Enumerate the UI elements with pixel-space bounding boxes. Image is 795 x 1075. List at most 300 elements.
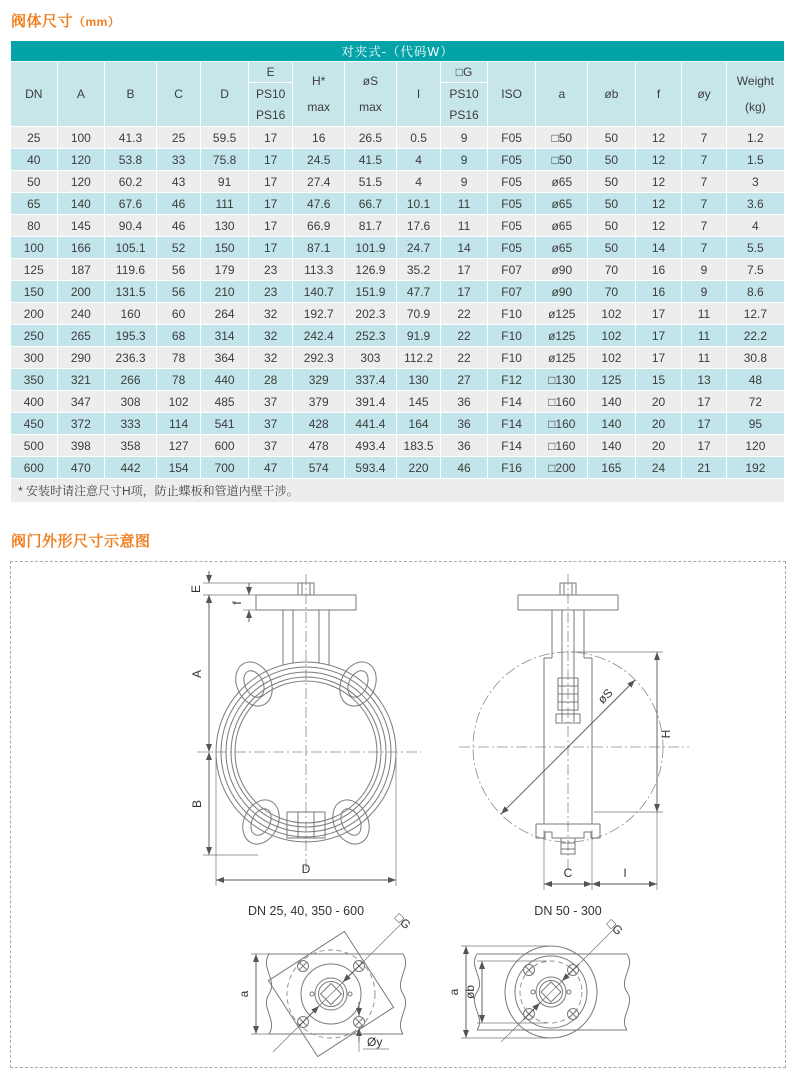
dim-label-d: D <box>301 862 311 876</box>
table-cell: 220 <box>396 457 440 479</box>
table-row <box>11 369 785 391</box>
col-header-weight-unit: (kg) <box>745 100 766 114</box>
table-cell: F07 <box>487 281 536 303</box>
table-cell: 53.8 <box>105 149 157 171</box>
table-cell: 1.2 <box>726 127 784 149</box>
table-cell: 7 <box>682 127 726 149</box>
table-cell: 600 <box>201 435 249 457</box>
table-cell: 100 <box>11 237 58 259</box>
table-cell: 337.4 <box>345 369 397 391</box>
col-header-os-max <box>345 62 397 127</box>
dim-label-g-left: □G <box>392 910 414 932</box>
col-header-d: D <box>201 62 249 127</box>
table-row <box>11 435 785 457</box>
table-cell: 700 <box>201 457 249 479</box>
dim-label-f: f <box>230 601 244 605</box>
table-cell: ø125 <box>536 325 588 347</box>
table-cell: 391.4 <box>345 391 397 413</box>
table-cell: 17 <box>441 281 488 303</box>
table-cell: 3.6 <box>726 193 784 215</box>
table-row <box>11 325 785 347</box>
table-cell: 81.7 <box>345 215 397 237</box>
table-cell: F10 <box>487 325 536 347</box>
table-cell: 11 <box>682 325 726 347</box>
table-cell: 600 <box>11 457 58 479</box>
table-body <box>11 127 785 479</box>
table-row <box>11 127 785 149</box>
table-cell: 70.9 <box>396 303 440 325</box>
col-header-oy: øy <box>682 62 726 127</box>
table-cell: 91 <box>201 171 249 193</box>
e-ps16-label: PS16 <box>255 107 286 122</box>
table-cell: 78 <box>156 369 200 391</box>
table-cell: 183.5 <box>396 435 440 457</box>
table-row <box>11 413 785 435</box>
table-cell: 95 <box>726 413 784 435</box>
table-cell: 493.4 <box>345 435 397 457</box>
table-cell: 7 <box>682 215 726 237</box>
table-cell: 32 <box>248 325 292 347</box>
dim-label-b-height: B <box>190 799 204 809</box>
table-cell: 24.7 <box>396 237 440 259</box>
table-cell: 22 <box>441 347 488 369</box>
table-cell: 70 <box>588 281 636 303</box>
table-cell: 87.1 <box>293 237 345 259</box>
table-cell: 70 <box>588 259 636 281</box>
table-cell: 17 <box>248 127 292 149</box>
table-cell: 66.9 <box>293 215 345 237</box>
table-row <box>11 281 785 303</box>
table-cell: 22 <box>441 303 488 325</box>
col-header-h: H* <box>312 73 326 88</box>
table-cell: ø65 <box>536 237 588 259</box>
table-cell: ø125 <box>536 303 588 325</box>
dim-label-c: C <box>563 866 573 880</box>
table-cell: F05 <box>487 149 536 171</box>
table-cell: 120 <box>57 149 105 171</box>
table-cell: 33 <box>156 149 200 171</box>
table-cell: 593.4 <box>345 457 397 479</box>
table-cell: 329 <box>293 369 345 391</box>
table-cell: 37 <box>248 413 292 435</box>
table-cell: ø90 <box>536 281 588 303</box>
table-cell: 200 <box>11 303 58 325</box>
table-cell: 11 <box>441 193 488 215</box>
table-footnote: * 安装时请注意尺寸H项，防止蝶板和管道内壁干涉。 <box>11 479 785 503</box>
table-cell: 46 <box>156 193 200 215</box>
table-cell: 195.3 <box>105 325 157 347</box>
table-cell: 240 <box>57 303 105 325</box>
table-cell: ø125 <box>536 347 588 369</box>
table-cell: 120 <box>57 171 105 193</box>
table-cell: 14 <box>635 237 682 259</box>
table-cell: 17 <box>248 149 292 171</box>
table-cell: 17 <box>682 413 726 435</box>
table-row <box>11 347 785 369</box>
table-cell: 66.7 <box>345 193 397 215</box>
table-cell: 20 <box>635 391 682 413</box>
col-header-a2: a <box>536 62 588 127</box>
table-cell: 165 <box>588 457 636 479</box>
table-cell: 51.5 <box>345 171 397 193</box>
col-header-weight <box>726 62 784 127</box>
table-cell: 12 <box>635 171 682 193</box>
table-cell: ø65 <box>536 171 588 193</box>
col-header-h-sub: max <box>307 100 331 114</box>
table-cell: 160 <box>105 303 157 325</box>
table-row <box>11 303 785 325</box>
table-cell: 127 <box>156 435 200 457</box>
table-cell: 130 <box>201 215 249 237</box>
table-cell: 113.3 <box>293 259 345 281</box>
table-cell: 131.5 <box>105 281 157 303</box>
table-cell: 16 <box>293 127 345 149</box>
table-cell: 441.4 <box>345 413 397 435</box>
table-cell: 37 <box>248 391 292 413</box>
table-cell: 485 <box>201 391 249 413</box>
table-cell: 56 <box>156 281 200 303</box>
col-header-e-ps <box>248 83 292 127</box>
col-header-os-sub: max <box>359 100 382 114</box>
table-cell: 358 <box>105 435 157 457</box>
page-title-text: 阀体尺寸 <box>11 13 74 30</box>
table-cell: 59.5 <box>201 127 249 149</box>
dim-label-a-right: a <box>447 988 461 996</box>
table-cell: 32 <box>248 303 292 325</box>
table-cell: 24 <box>635 457 682 479</box>
table-cell: 119.6 <box>105 259 157 281</box>
table-cell: 7 <box>682 193 726 215</box>
table-cell: F14 <box>487 413 536 435</box>
table-row <box>11 457 785 479</box>
table-cell: 202.3 <box>345 303 397 325</box>
dim-label-os: øS <box>594 685 616 707</box>
table-cell: 17 <box>441 259 488 281</box>
col-header-f: f <box>635 62 682 127</box>
table-cell: 0.5 <box>396 127 440 149</box>
table-cell: 120 <box>726 435 784 457</box>
table-cell: 25 <box>11 127 58 149</box>
table-cell: 164 <box>396 413 440 435</box>
table-cell: 303 <box>345 347 397 369</box>
table-cell: 27.4 <box>293 171 345 193</box>
table-cell: 32 <box>248 347 292 369</box>
dim-label-h: H <box>659 729 673 739</box>
table-cell: 17 <box>248 171 292 193</box>
table-cell: 23 <box>248 259 292 281</box>
table-band-row <box>11 41 785 62</box>
dim-label-e: E <box>189 584 203 594</box>
table-cell: 265 <box>57 325 105 347</box>
g-ps10-label: PS10 <box>449 87 479 102</box>
dim-label-a-left: a <box>237 990 251 998</box>
table-cell: 7 <box>682 237 726 259</box>
table-header-row <box>11 62 785 83</box>
table-cell: ø65 <box>536 193 588 215</box>
col-header-os: øS <box>362 73 379 88</box>
table-cell: 333 <box>105 413 157 435</box>
table-cell: 50 <box>588 149 636 171</box>
col-header-e: E <box>248 62 292 83</box>
table-cell: 41.3 <box>105 127 157 149</box>
table-cell: 3 <box>726 171 784 193</box>
table-cell: 12 <box>635 215 682 237</box>
table-row <box>11 237 785 259</box>
table-cell: 43 <box>156 171 200 193</box>
table-cell: 27 <box>441 369 488 391</box>
table-cell: 11 <box>682 303 726 325</box>
table-cell: 428 <box>293 413 345 435</box>
page-title <box>11 10 785 31</box>
table-cell: 347 <box>57 391 105 413</box>
table-cell: 100 <box>57 127 105 149</box>
table-cell: 379 <box>293 391 345 413</box>
dim-label-ob: øb <box>463 984 477 1000</box>
table-cell: 300 <box>11 347 58 369</box>
dim-label-g-right: □G <box>604 916 626 938</box>
table-cell: 364 <box>201 347 249 369</box>
table-cell: 4 <box>726 215 784 237</box>
table-cell: 47.6 <box>293 193 345 215</box>
diagram-panel <box>10 561 786 1068</box>
table-cell: ø65 <box>536 215 588 237</box>
table-cell: 7 <box>682 149 726 171</box>
table-cell: 75.8 <box>201 149 249 171</box>
table-cell: 102 <box>156 391 200 413</box>
table-cell: ø90 <box>536 259 588 281</box>
table-cell: 9 <box>682 259 726 281</box>
table-cell: 5.5 <box>726 237 784 259</box>
table-cell: 8.6 <box>726 281 784 303</box>
table-cell: 23 <box>248 281 292 303</box>
table-footnote-row <box>11 479 785 503</box>
table-cell: 236.3 <box>105 347 157 369</box>
table-cell: 12 <box>635 149 682 171</box>
table-cell: 46 <box>441 457 488 479</box>
col-header-a: A <box>57 62 105 127</box>
table-cell: F05 <box>487 127 536 149</box>
table-cell: 179 <box>201 259 249 281</box>
table-cell: 478 <box>293 435 345 457</box>
table-cell: 4 <box>396 171 440 193</box>
table-cell: 140 <box>57 193 105 215</box>
table-cell: 17 <box>635 325 682 347</box>
caption-left: DN 25, 40, 350 - 600 <box>247 904 365 918</box>
table-cell: 192 <box>726 457 784 479</box>
table-cell: 12 <box>635 127 682 149</box>
table-cell: 17 <box>248 215 292 237</box>
table-cell: 25 <box>156 127 200 149</box>
col-header-c: C <box>156 62 200 127</box>
table-cell: 50 <box>588 127 636 149</box>
table-cell: 102 <box>588 347 636 369</box>
col-header-g-ps <box>441 83 488 127</box>
table-cell: 321 <box>57 369 105 391</box>
table-cell: 101.9 <box>345 237 397 259</box>
table-cell: 372 <box>57 413 105 435</box>
table-cell: 40 <box>11 149 58 171</box>
table-cell: □160 <box>536 391 588 413</box>
table-cell: 65 <box>11 193 58 215</box>
table-cell: 60 <box>156 303 200 325</box>
table-cell: 78 <box>156 347 200 369</box>
table-cell: 90.4 <box>105 215 157 237</box>
table-cell: 105.1 <box>105 237 157 259</box>
table-cell: 145 <box>396 391 440 413</box>
table-cell: 35.2 <box>396 259 440 281</box>
table-cell: 9 <box>441 149 488 171</box>
dim-label-i: I <box>623 866 627 880</box>
table-cell: 450 <box>11 413 58 435</box>
table-row <box>11 193 785 215</box>
table-cell: 440 <box>201 369 249 391</box>
table-cell: 72 <box>726 391 784 413</box>
table-cell: F07 <box>487 259 536 281</box>
g-ps16-label: PS16 <box>449 107 479 122</box>
table-cell: 140 <box>588 435 636 457</box>
table-cell: 80 <box>11 215 58 237</box>
table-cell: □130 <box>536 369 588 391</box>
table-cell: 24.5 <box>293 149 345 171</box>
table-cell: 36 <box>441 391 488 413</box>
table-cell: 15 <box>635 369 682 391</box>
col-header-i: I <box>396 62 440 127</box>
table-cell: 266 <box>105 369 157 391</box>
table-cell: 111 <box>201 193 249 215</box>
table-cell: F14 <box>487 391 536 413</box>
table-cell: 187 <box>57 259 105 281</box>
col-header-ob: øb <box>588 62 636 127</box>
table-cell: 67.6 <box>105 193 157 215</box>
table-cell: 130 <box>396 369 440 391</box>
table-cell: 200 <box>57 281 105 303</box>
table-cell: 11 <box>682 347 726 369</box>
table-cell: 350 <box>11 369 58 391</box>
table-cell: 140 <box>588 413 636 435</box>
table-cell: 398 <box>57 435 105 457</box>
table-cell: 150 <box>201 237 249 259</box>
table-cell: 68 <box>156 325 200 347</box>
table-cell: 50 <box>588 237 636 259</box>
table-cell: 210 <box>201 281 249 303</box>
table-cell: 17 <box>248 193 292 215</box>
table-cell: 9 <box>682 281 726 303</box>
col-header-dn: DN <box>11 62 58 127</box>
table-cell: 56 <box>156 259 200 281</box>
table-cell: 12.7 <box>726 303 784 325</box>
table-cell: 17 <box>682 435 726 457</box>
table-cell: F12 <box>487 369 536 391</box>
table-cell: 41.5 <box>345 149 397 171</box>
table-cell: 125 <box>11 259 58 281</box>
table-cell: 12 <box>635 193 682 215</box>
table-cell: 22 <box>441 325 488 347</box>
table-cell: 150 <box>11 281 58 303</box>
table-cell: 17.6 <box>396 215 440 237</box>
table-row <box>11 391 785 413</box>
e-ps10-label: PS10 <box>255 87 286 102</box>
valve-drawings <box>11 562 785 1067</box>
table-cell: 145 <box>57 215 105 237</box>
table-cell: 400 <box>11 391 58 413</box>
table-cell: 292.3 <box>293 347 345 369</box>
table-cell: 50 <box>11 171 58 193</box>
col-header-g: □G <box>441 62 488 83</box>
table-cell: F10 <box>487 303 536 325</box>
table-cell: 26.5 <box>345 127 397 149</box>
table-cell: □160 <box>536 413 588 435</box>
table-band-title: 对夹式-（代码W） <box>11 41 785 62</box>
table-cell: F14 <box>487 435 536 457</box>
table-cell: 126.9 <box>345 259 397 281</box>
table-cell: 14 <box>441 237 488 259</box>
table-cell: 47.7 <box>396 281 440 303</box>
table-cell: 17 <box>635 347 682 369</box>
table-cell: 264 <box>201 303 249 325</box>
table-cell: 9 <box>441 127 488 149</box>
table-cell: 500 <box>11 435 58 457</box>
dim-label-a-height: A <box>190 669 204 679</box>
table-cell: 151.9 <box>345 281 397 303</box>
table-cell: 102 <box>588 325 636 347</box>
table-cell: □200 <box>536 457 588 479</box>
table-cell: F05 <box>487 171 536 193</box>
table-cell: 16 <box>635 281 682 303</box>
page-title-unit: （mm） <box>73 15 121 29</box>
table-cell: 154 <box>156 457 200 479</box>
table-row <box>11 215 785 237</box>
table-cell: 102 <box>588 303 636 325</box>
table-cell: 314 <box>201 325 249 347</box>
table-cell: 10.1 <box>396 193 440 215</box>
table-cell: 13 <box>682 369 726 391</box>
table-cell: 9 <box>441 171 488 193</box>
table-row <box>11 259 785 281</box>
front-view-drawing <box>189 571 421 918</box>
table-cell: 192.7 <box>293 303 345 325</box>
table-cell: 20 <box>635 413 682 435</box>
table-cell: 50 <box>588 193 636 215</box>
table-cell: 242.4 <box>293 325 345 347</box>
caption-right: DN 50 - 300 <box>534 904 602 918</box>
table-cell: 7 <box>682 171 726 193</box>
table-row <box>11 171 785 193</box>
table-cell: 48 <box>726 369 784 391</box>
flange-view-right <box>447 916 630 1042</box>
flange-view-left <box>237 910 414 1067</box>
table-cell: 17 <box>248 237 292 259</box>
table-cell: 541 <box>201 413 249 435</box>
table-cell: F10 <box>487 347 536 369</box>
table-cell: 47 <box>248 457 292 479</box>
table-cell: 36 <box>441 435 488 457</box>
table-cell: 17 <box>682 391 726 413</box>
table-cell: 574 <box>293 457 345 479</box>
table-cell: 28 <box>248 369 292 391</box>
table-cell: 60.2 <box>105 171 157 193</box>
table-cell: 20 <box>635 435 682 457</box>
table-cell: □160 <box>536 435 588 457</box>
table-cell: 442 <box>105 457 157 479</box>
table-cell: 112.2 <box>396 347 440 369</box>
table-cell: F05 <box>487 237 536 259</box>
table-cell: 11 <box>441 215 488 237</box>
table-cell: 17 <box>635 303 682 325</box>
col-header-weight-text: Weight <box>736 73 774 88</box>
table-cell: 140.7 <box>293 281 345 303</box>
table-cell: F05 <box>487 193 536 215</box>
side-view-drawing <box>459 574 689 918</box>
